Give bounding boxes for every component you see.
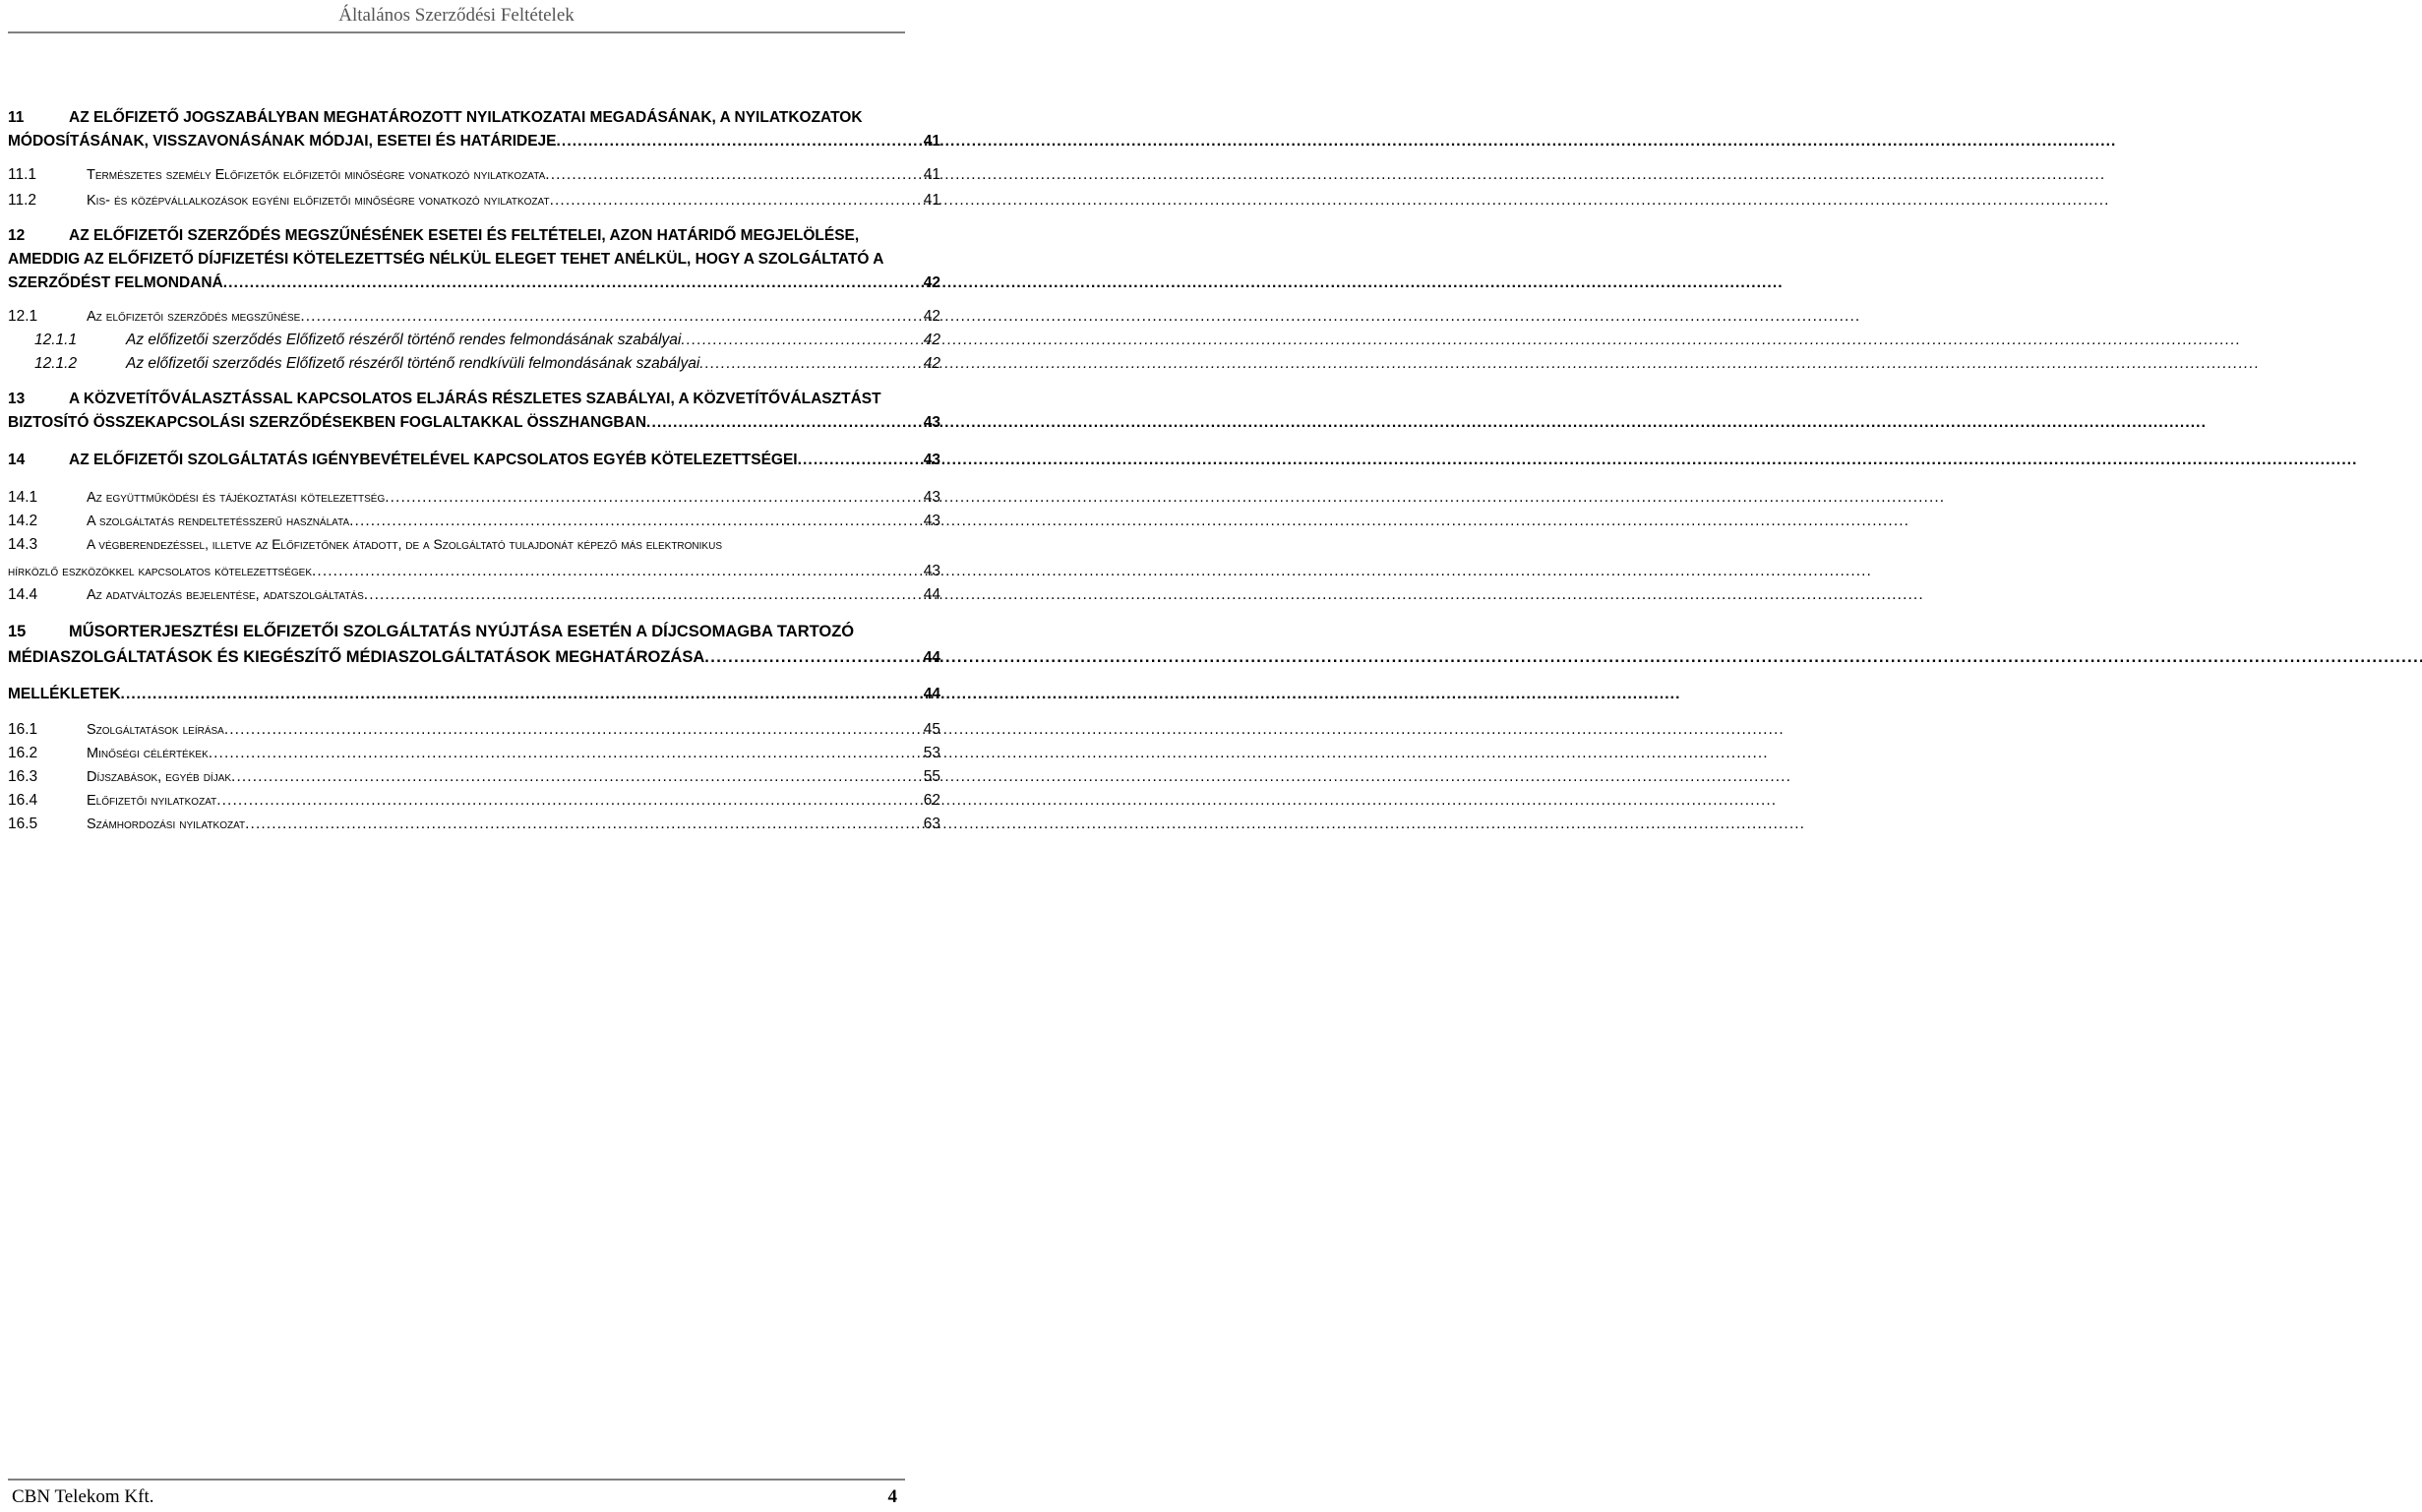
toc-number: 12.1.2 — [34, 355, 78, 372]
toc-page: 55 — [923, 768, 940, 785]
toc-text-cont: MÓDOSÍTÁSÁNAK, VISSZAVONÁSÁNAK MÓDJAI, ESETEI ÉS HATÁRIDEJE — [8, 133, 557, 150]
toc-page: 42 — [923, 332, 940, 348]
table-of-contents — [8, 106, 940, 836]
toc-text: Szolgáltatások leírása — [87, 722, 224, 738]
toc-page: 43 — [923, 489, 940, 506]
footer-company: CBN Telekom Kft. — [12, 1486, 154, 1507]
toc-text: AZ ELŐFIZETŐ JOGSZABÁLYBAN MEGHATÁROZOTT NYILATKOZATAI MEGADÁSÁNAK, A NYILATKOZATOK — [69, 109, 863, 126]
toc-page: 44 — [923, 686, 940, 702]
toc-text-cont: AMEDDIG AZ ELŐFIZETŐ DÍJFIZETÉSI KÖTELEZETTSÉG NÉLKÜL ELEGET TEHET ANÉLKÜL, HOGY A SZOLGÁLTATÓ A — [8, 251, 884, 268]
toc-text: Előfizetői nyilatkozat — [87, 793, 217, 809]
toc-entry-16-4[interactable] — [8, 789, 940, 813]
toc-number: 11.2 — [8, 192, 37, 209]
toc-number: 14 — [8, 452, 26, 468]
toc-page: 42 — [923, 308, 940, 325]
toc-entry-14-1[interactable] — [8, 486, 940, 510]
toc-page: 42 — [923, 355, 940, 372]
toc-entry-16-1[interactable] — [8, 718, 940, 742]
toc-text: Az együttműködési és tájékoztatási kötelezettség — [87, 490, 386, 506]
toc-text: Természetes személy Előfizetők előfizetői minőségre vonatkozó nyilatkozata — [87, 167, 546, 183]
toc-text: Minőségi célértékek — [87, 746, 209, 761]
toc-entry-14-4[interactable] — [8, 583, 940, 607]
toc-text: A KÖZVETÍTŐVÁLASZTÁSSAL KAPCSOLATOS ELJÁRÁS RÉSZLETES SZABÁLYAI, A KÖZVETÍTŐVÁLASZTÁST — [69, 391, 881, 407]
toc-number: 16.4 — [8, 792, 38, 809]
page-footer — [8, 1479, 905, 1510]
toc-entry-16-3[interactable] — [8, 765, 940, 789]
toc-number: 13 — [8, 391, 26, 407]
toc-page: 41 — [923, 166, 940, 183]
toc-entry-14[interactable] — [8, 449, 940, 472]
toc-number: 11 — [8, 109, 25, 126]
toc-page: 43 — [923, 563, 940, 579]
toc-page: 41 — [923, 133, 940, 150]
toc-page: 62 — [923, 792, 940, 809]
toc-page: 45 — [923, 721, 940, 738]
toc-page: 42 — [923, 274, 940, 291]
toc-number: 16.3 — [8, 768, 38, 785]
toc-text: Kis- és középvállalkozások egyéni előfizetői minőségre vonatkozó nyilatkozat — [87, 193, 550, 209]
toc-number: 12.1 — [8, 308, 38, 325]
toc-entry-12-1[interactable] — [8, 305, 940, 329]
toc-page: 53 — [923, 745, 940, 761]
toc-entry-16-5[interactable] — [8, 813, 940, 836]
toc-page: 44 — [923, 649, 940, 666]
toc-entry-14-3[interactable] — [8, 533, 940, 583]
toc-page: 43 — [923, 513, 940, 529]
toc-text: Számhordozási nyilatkozat — [87, 816, 246, 832]
toc-text: AZ ELŐFIZETŐI SZOLGÁLTATÁS IGÉNYBEVÉTELÉVEL KAPCSOLATOS EGYÉB KÖTELEZETTSÉGEI — [69, 452, 798, 468]
toc-text: A végberendezéssel, illetve az Előfizetőnek átadott, de a Szolgáltató tulajdonát képező más elektronikus — [87, 537, 722, 552]
toc-number: 16.5 — [8, 816, 38, 832]
toc-entry-11[interactable] — [8, 106, 940, 153]
toc-entry-15[interactable] — [8, 619, 940, 671]
toc-entry-13[interactable] — [8, 388, 940, 435]
toc-page: 41 — [923, 192, 940, 209]
toc-text-cont: hírközlő eszközökkel kapcsolatos kötelezettségek — [8, 564, 313, 579]
header-title: Általános Szerződési Feltételek — [338, 5, 575, 26]
toc-entry-12[interactable] — [8, 224, 940, 295]
toc-entry-11-1[interactable] — [8, 163, 940, 187]
toc-entry-12-1-2[interactable] — [8, 352, 940, 376]
toc-number: 12 — [8, 227, 26, 244]
toc-text-cont: SZERZŐDÉST FELMONDANÁ — [8, 274, 223, 291]
toc-text: AZ ELŐFIZETŐI SZERZŐDÉS MEGSZŰNÉSÉNEK ESETEI ÉS FELTÉTELEI, AZON HATÁRIDŐ MEGJELÖLÉSE, — [69, 227, 860, 244]
toc-text: Díjszabások, egyéb díjak — [87, 769, 232, 785]
toc-entry-mellekletek[interactable] — [8, 683, 940, 706]
toc-entry-11-2[interactable] — [8, 189, 940, 212]
toc-text-cont: MÉDIASZOLGÁLTATÁSOK ÉS KIEGÉSZÍTŐ MÉDIASZOLGÁLTATÁSOK MEGHATÁROZÁSA — [8, 648, 705, 666]
toc-number: 14.3 — [8, 536, 38, 553]
toc-entry-14-2[interactable] — [8, 510, 940, 533]
toc-text: Az előfizetői szerződés Előfizető részéről történő rendes felmondásának szabályai — [126, 332, 682, 348]
toc-number: 14.2 — [8, 513, 38, 529]
toc-number: 15 — [8, 623, 27, 640]
footer-page-number: 4 — [887, 1486, 897, 1507]
toc-text: Az előfizetői szerződés megszűnése — [87, 309, 301, 325]
toc-number: 11.1 — [8, 166, 37, 183]
toc-entry-12-1-1[interactable] — [8, 329, 940, 352]
toc-entry-16-2[interactable] — [8, 742, 940, 765]
toc-page: 43 — [923, 452, 940, 468]
toc-number: 16.2 — [8, 745, 38, 761]
toc-number: 16.1 — [8, 721, 38, 738]
toc-text: Az adatváltozás bejelentése, adatszolgáltatás — [87, 587, 364, 603]
toc-page: 43 — [923, 414, 940, 431]
toc-number: 12.1.1 — [34, 332, 78, 348]
toc-number: 14.1 — [8, 489, 38, 506]
toc-page: 44 — [923, 586, 940, 603]
toc-page: 63 — [923, 816, 940, 832]
toc-text: Az előfizetői szerződés Előfizető részéről történő rendkívüli felmondásának szabályai — [126, 355, 700, 372]
toc-text-cont: BIZTOSÍTÓ ÖSSZEKAPCSOLÁSI SZERZŐDÉSEKBEN FOGLALTAKKAL ÖSSZHANGBAN — [8, 414, 647, 431]
toc-text: MELLÉKLETEK — [8, 686, 121, 702]
toc-text: A szolgáltatás rendeltetésszerű használata — [87, 514, 350, 529]
toc-number: 14.4 — [8, 586, 38, 603]
page-header — [8, 0, 905, 33]
toc-text: MŰSORTERJESZTÉSI ELŐFIZETŐI SZOLGÁLTATÁS NYÚJTÁSA ESETÉN A DÍJCSOMAGBA TARTOZÓ — [69, 623, 855, 640]
